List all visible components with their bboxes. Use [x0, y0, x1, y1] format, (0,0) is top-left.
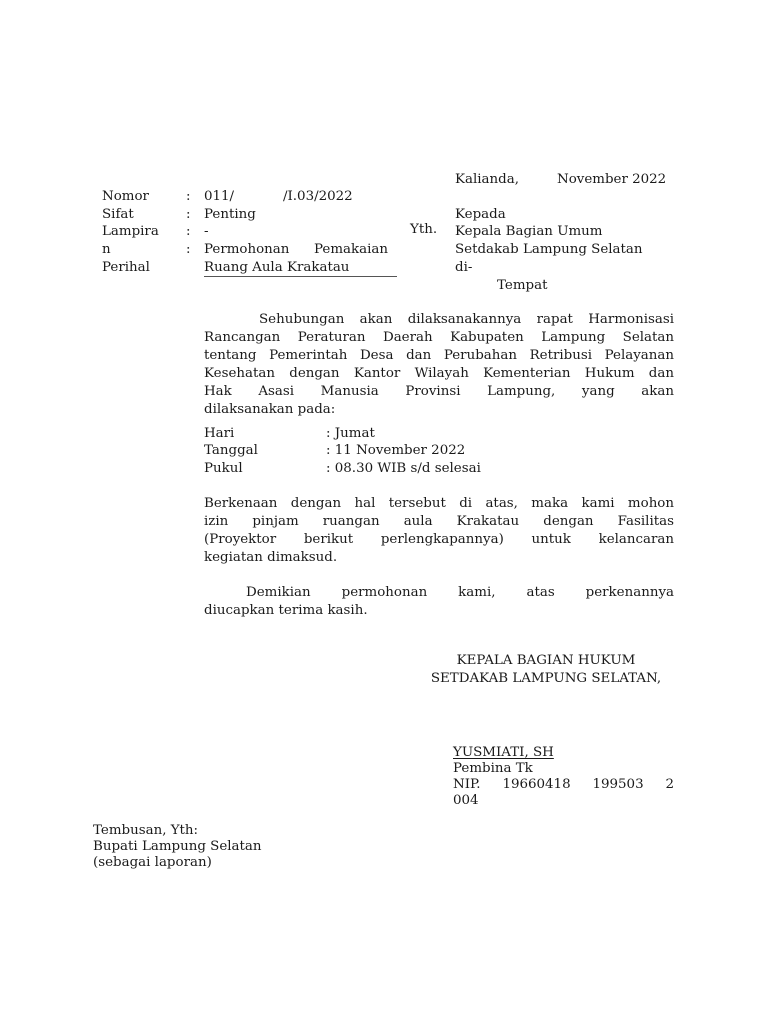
paragraph2-line2: izin pinjam ruangan aula Krakatau dengan Fasilitas: [204, 514, 674, 529]
colon-sifat: :: [186, 207, 191, 222]
paragraph3-line2: diucapkan terima kasih.: [204, 603, 368, 618]
label-lampiran: Lampira: [102, 224, 159, 239]
signatory-rank: Pembina Tk: [453, 761, 533, 776]
label-sifat: Sifat: [102, 207, 134, 222]
schedule-value-tanggal: : 11 November 2022: [326, 443, 466, 458]
paragraph1-line4: Kesehatan dengan Kantor Wilayah Kementerian Hukum dan: [204, 366, 674, 381]
label-lampiran-wrap: n: [102, 242, 111, 257]
paragraph1-line3: tentang Pemerintah Desa dan Perubahan Retribusi Pelayanan: [204, 348, 674, 363]
paragraph1-line1: Sehubungan akan dilaksanakannya rapat Harmonisasi: [259, 312, 674, 327]
signatory-nip-line1: NIP. 19660418 199503 2: [453, 777, 674, 792]
paragraph2-line3: (Proyektor berikut perlengkapannya) untuk kelancaran: [204, 532, 674, 547]
paragraph1-line2: Rancangan Peraturan Daerah Kabupaten Lampung Selatan: [204, 330, 674, 345]
recipient-kepada: Kepada: [455, 207, 506, 222]
paragraph2-line4: kegiatan dimaksud.: [204, 550, 338, 565]
schedule-label-pukul: Pukul: [204, 461, 243, 476]
value-perihal-line1a: Permohonan: [204, 242, 290, 257]
recipient-line1: Kepala Bagian Umum: [455, 224, 603, 239]
schedule-label-tanggal: Tanggal: [204, 443, 258, 458]
value-lampiran: -: [204, 224, 209, 239]
paragraph1-line6: dilaksanakan pada:: [204, 402, 336, 417]
recipient-line2: Setdakab Lampung Selatan: [455, 242, 643, 257]
label-perihal: Perihal: [102, 260, 150, 275]
recipient-tempat: Tempat: [497, 278, 548, 293]
perihal-underline: [204, 276, 397, 277]
value-perihal-line1b: Pemakaian: [314, 242, 389, 257]
schedule-value-hari: : Jumat: [326, 426, 375, 441]
signature-title-line2: SETDAKAB LAMPUNG SELATAN,: [430, 671, 662, 686]
paragraph1-line5: Hak Asasi Manusia Provinsi Lampung, yang akan: [204, 384, 674, 399]
value-nomor-prefix: 011/: [204, 189, 235, 204]
recipient-yth: Yth.: [410, 222, 438, 237]
signature-title-line1: KEPALA BAGIAN HUKUM: [456, 653, 636, 668]
value-nomor-suffix: /I.03/2022: [283, 189, 353, 204]
schedule-value-pukul: : 08.30 WIB s/d selesai: [326, 461, 481, 476]
label-nomor: Nomor: [102, 189, 149, 204]
schedule-label-hari: Hari: [204, 426, 235, 441]
cc-title: Tembusan, Yth:: [93, 823, 199, 838]
letter-date: November 2022: [557, 172, 667, 187]
recipient-di: di-: [455, 260, 473, 275]
colon-lampiran: :: [186, 224, 191, 239]
paragraph2-line1: Berkenaan dengan hal tersebut di atas, maka kami mohon: [204, 496, 674, 511]
colon-perihal: :: [186, 242, 191, 257]
letter-place: Kalianda,: [455, 172, 519, 187]
signatory-name: YUSMIATI, SH: [453, 745, 554, 760]
value-perihal-line2: Ruang Aula Krakatau: [204, 260, 350, 275]
colon-nomor: :: [186, 189, 191, 204]
cc-line1: Bupati Lampung Selatan: [93, 839, 262, 854]
paragraph3-line1: Demikian permohonan kami, atas perkenannya: [246, 585, 674, 600]
cc-line2: (sebagai laporan): [93, 855, 212, 870]
value-sifat: Penting: [204, 207, 256, 222]
signatory-nip-line2: 004: [453, 793, 479, 808]
